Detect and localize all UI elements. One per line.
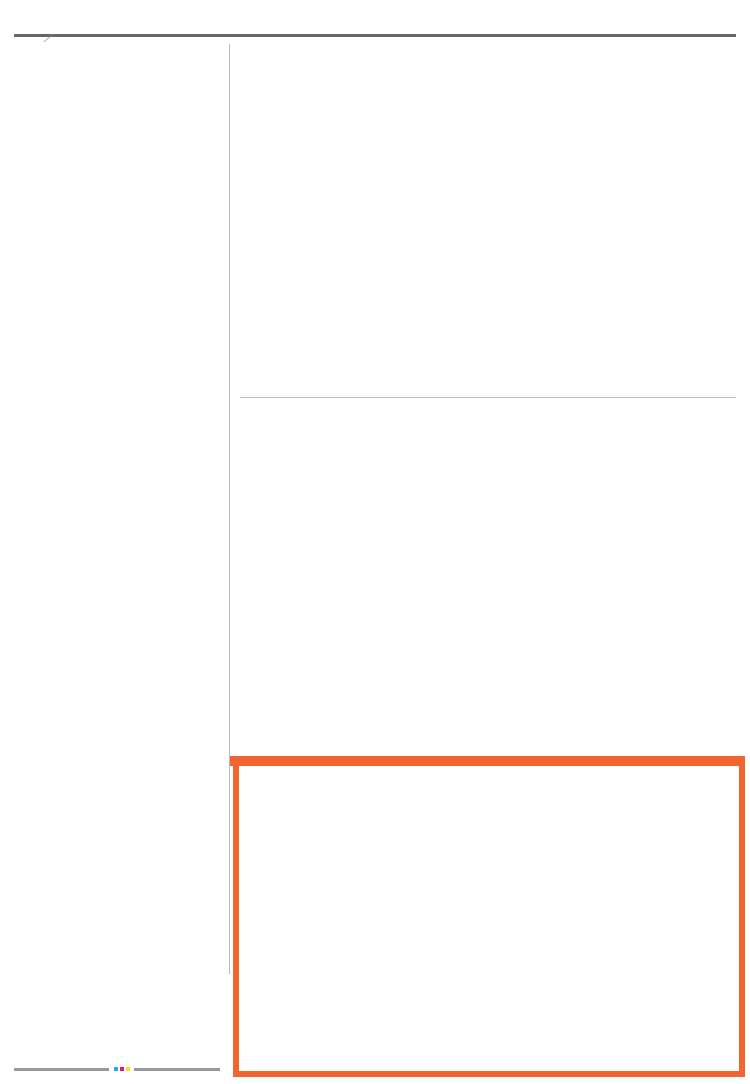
- masthead: [0, 0, 750, 38]
- article-vocational: [240, 50, 736, 63]
- article-higher-ed: [240, 424, 736, 437]
- column-divider: [229, 44, 230, 974]
- header-rule: [14, 34, 736, 37]
- color-registration-bar: [14, 1068, 220, 1071]
- article-separator: [240, 397, 736, 398]
- article-employment: [240, 784, 736, 797]
- feature-box-frame: [233, 764, 745, 1077]
- magenta-swatch: [120, 1067, 124, 1071]
- left-article-byline: [62, 222, 76, 230]
- cyan-swatch: [114, 1067, 118, 1071]
- article-author: [240, 55, 736, 63]
- article-author: [240, 429, 736, 437]
- credits: [150, 20, 182, 26]
- article-author: [240, 789, 736, 797]
- yellow-swatch: [126, 1067, 130, 1071]
